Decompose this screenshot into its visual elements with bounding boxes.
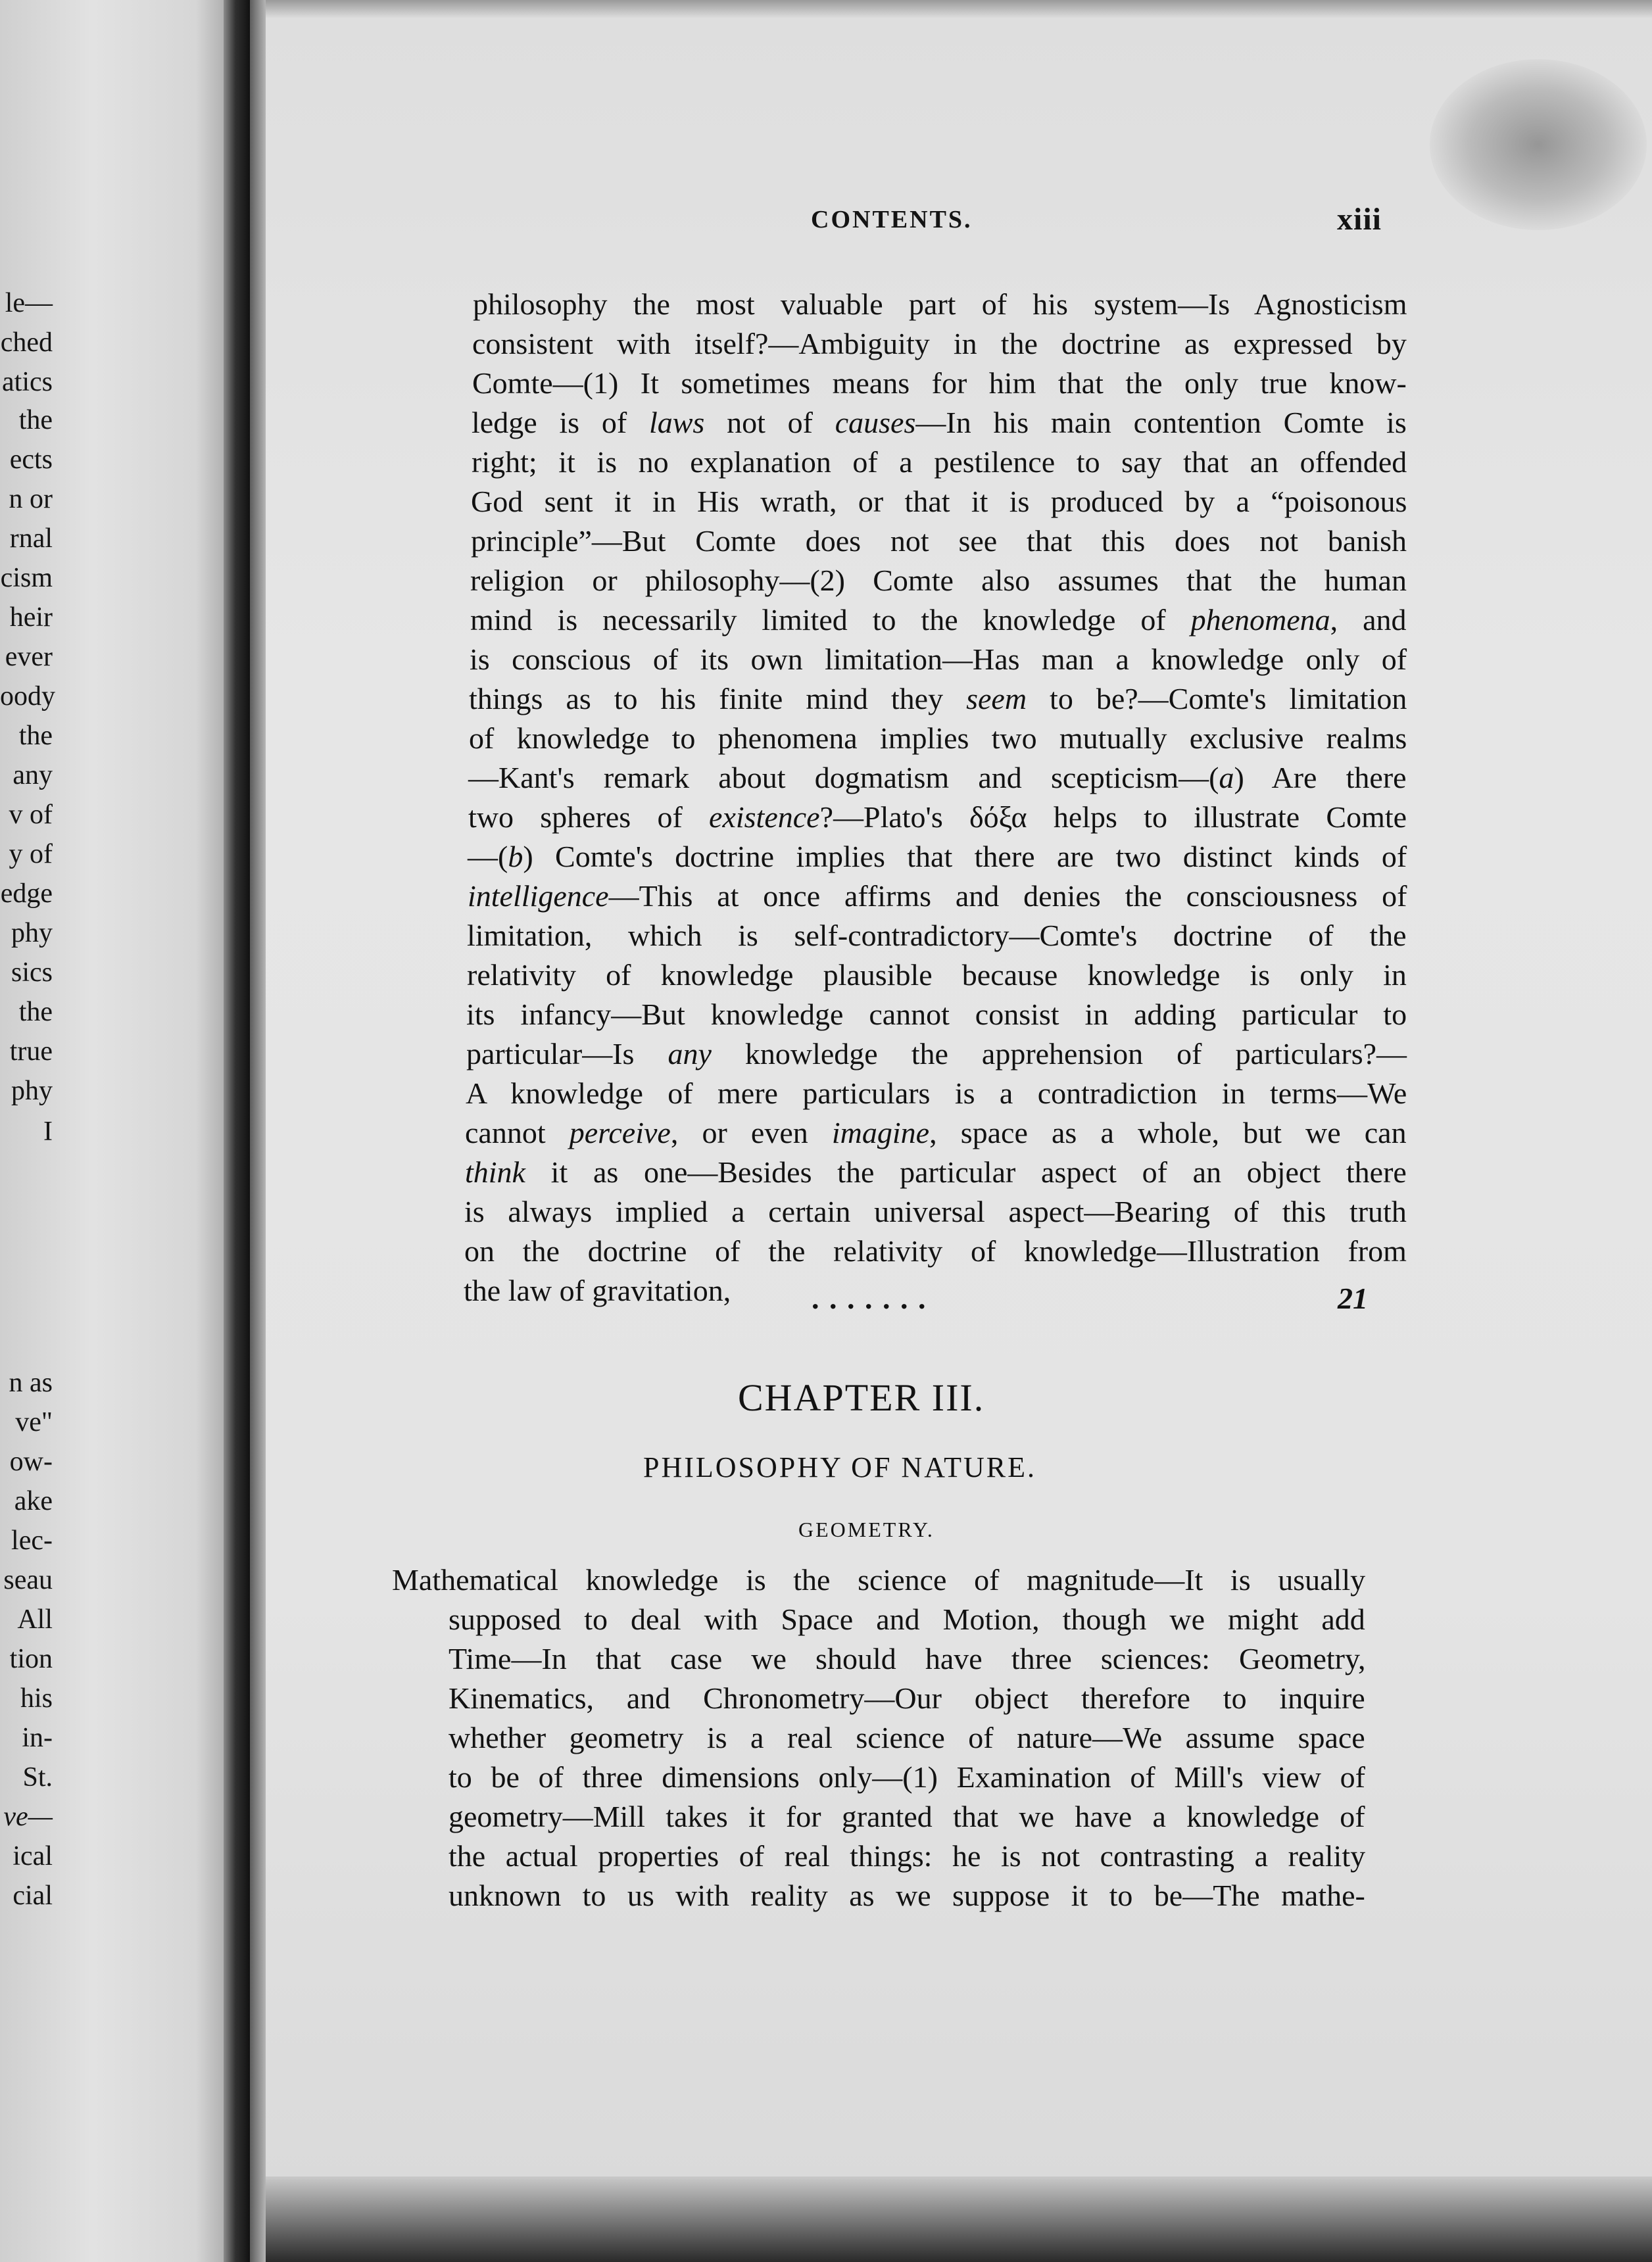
text-run: ) Are there xyxy=(1234,761,1407,794)
chapter-summary-line: supposed to deal with Space and Motion, though we might add xyxy=(449,1602,1365,1636)
italic-term: seem xyxy=(966,682,1027,715)
text-run: consistent with itself?—Ambiguity in the doctrine as expressed by xyxy=(472,327,1407,360)
left-page-line: his xyxy=(20,1683,53,1714)
left-page-line: sics xyxy=(11,957,53,988)
text-run: on the doctrine of the relativity of knowledge—Illustration from xyxy=(464,1234,1407,1268)
left-page-line: the xyxy=(18,405,53,435)
summary-line xyxy=(468,881,1407,911)
summary-line xyxy=(464,1276,731,1306)
left-page-line: lec- xyxy=(11,1526,53,1556)
chapter-summary-line: whether geometry is a real science of nature—We assume space xyxy=(449,1721,1365,1754)
book-gutter xyxy=(250,0,266,2262)
left-page-line: ects xyxy=(9,445,53,475)
italic-term: b xyxy=(508,840,523,873)
left-page-line: ched xyxy=(0,327,53,358)
summary-line xyxy=(469,684,1407,714)
text-run: ?—Plato's δόξα helps to illustrate Comte xyxy=(819,800,1407,834)
text-run: cannot xyxy=(465,1116,570,1149)
text-run: not of xyxy=(704,406,835,439)
summary-line xyxy=(470,605,1407,635)
summary-line xyxy=(470,566,1407,596)
summary-line xyxy=(470,644,1407,675)
text-run: particular—Is xyxy=(466,1037,668,1071)
chapter-summary-line: the actual properties of real things: he is not contrasting a reality xyxy=(449,1839,1366,1873)
summary-line xyxy=(469,723,1407,754)
left-page-line: ve" xyxy=(15,1407,53,1437)
left-page-line: ake xyxy=(14,1486,53,1516)
left-page-line: ical xyxy=(12,1841,53,1871)
left-page-line: any xyxy=(12,760,53,790)
text-run: , space as a whole, but we can xyxy=(929,1116,1407,1149)
left-page-line: edge xyxy=(0,878,53,909)
left-page-line: atics xyxy=(2,367,53,397)
left-page-line: tion xyxy=(9,1644,53,1674)
text-run: two spheres of xyxy=(468,800,710,834)
chapter-summary-line: Mathematical knowledge is the science of magnitude—It is usually xyxy=(392,1563,1366,1597)
page-stain xyxy=(1430,59,1647,230)
text-run: of knowledge to phenomena implies two mutually exclusive realms xyxy=(469,721,1407,755)
italic-term: imagine xyxy=(831,1116,930,1149)
left-page-line: ever xyxy=(5,642,53,672)
chapter-summary-line: unknown to us with reality as we suppose it to be—The mathe- xyxy=(449,1879,1365,1912)
italic-term: any xyxy=(668,1037,712,1071)
left-page-line: the xyxy=(18,721,53,751)
summary-line xyxy=(466,1078,1407,1109)
left-page-line: seau xyxy=(3,1565,53,1595)
left-page-line: All xyxy=(17,1604,53,1635)
page-edge-shadow xyxy=(224,0,250,2262)
summary-line xyxy=(465,1157,1407,1188)
text-run: right; it is no explanation of a pestilence to say that an offended xyxy=(472,445,1407,479)
summary-line xyxy=(472,447,1407,477)
text-run: knowledge the apprehension of particulars?— xyxy=(711,1037,1407,1071)
contents-page xyxy=(266,0,1652,2262)
left-page-line: n as xyxy=(9,1368,53,1398)
italic-term: existence xyxy=(709,800,820,834)
chapter-summary-line: Time—In that case we should have three sciences: Geometry, xyxy=(449,1642,1366,1675)
summary-line xyxy=(464,1236,1407,1266)
section-title: GEOMETRY. xyxy=(798,1518,935,1541)
text-run: ledge is of xyxy=(472,406,649,439)
left-page-line: heir xyxy=(9,602,53,633)
text-run: philosophy the most valuable part of his system—Is Agnosticism xyxy=(473,287,1407,321)
text-run: A knowledge of mere particulars is a contradiction in terms—We xyxy=(466,1076,1407,1110)
top-shadow xyxy=(266,0,1652,18)
italic-term: laws xyxy=(648,406,705,439)
leader-dots: . . . . . . . xyxy=(812,1282,927,1315)
text-run: principle”—But Comte does not see that this does not banish xyxy=(471,524,1407,558)
previous-page-fragment xyxy=(0,0,230,2262)
italic-term: think xyxy=(465,1155,525,1189)
chapter-label: CHAPTER III. xyxy=(738,1376,985,1419)
left-page-line: oody xyxy=(0,681,55,711)
left-page-line: in- xyxy=(22,1723,53,1753)
left-page-line: true xyxy=(9,1036,53,1067)
text-run: —In his main contention Comte is xyxy=(915,406,1407,439)
left-page-line: the xyxy=(18,997,53,1027)
text-run: God sent it in His wrath, or that it is produced by a “poisonous xyxy=(471,485,1407,518)
left-page-line: n or xyxy=(9,484,53,514)
text-run: relativity of knowledge plausible because knowledge is only in xyxy=(467,958,1407,992)
summary-line xyxy=(466,1039,1407,1069)
left-page-line: I xyxy=(43,1117,53,1147)
left-page-line: rnal xyxy=(9,523,53,554)
summary-line xyxy=(465,1118,1407,1148)
italic-term: perceive xyxy=(569,1116,671,1149)
summary-line xyxy=(473,289,1407,320)
left-page-line: v of xyxy=(9,800,53,830)
text-run: —Kant's remark about dogmatism and scepticism—( xyxy=(468,761,1219,794)
left-page-line: cial xyxy=(12,1881,53,1911)
summary-line xyxy=(472,368,1407,398)
chapter-summary-line: to be of three dimensions only—(1) Examination of Mill's view of xyxy=(449,1760,1365,1794)
text-run: limitation, which is self-contradictory—Comte's doctrine of the xyxy=(467,919,1407,952)
page-number: xiii xyxy=(1337,202,1382,237)
text-run: —( xyxy=(468,840,508,873)
summary-line xyxy=(467,921,1407,951)
left-page-line: le— xyxy=(5,288,53,318)
text-run: ) Comte's doctrine implies that there are two distinct kinds of xyxy=(523,840,1407,873)
text-run: , and xyxy=(1330,603,1407,637)
summary-line xyxy=(466,999,1407,1030)
text-run: the law of gravitation, xyxy=(464,1274,731,1307)
text-run: to be?—Comte's limitation xyxy=(1027,682,1407,715)
running-header: CONTENTS. xyxy=(811,206,973,233)
italic-term: causes xyxy=(835,406,916,439)
page-reference: 21 xyxy=(1338,1282,1368,1315)
summary-line xyxy=(468,763,1407,793)
text-run: is always implied a certain universal aspect—Bearing of this truth xyxy=(464,1195,1407,1228)
italic-term: intelligence xyxy=(468,879,609,913)
text-run: mind is necessarily limited to the knowledge of xyxy=(470,603,1191,637)
text-run: Comte—(1) It sometimes means for him that the only true know- xyxy=(472,366,1407,400)
left-page-line: St. xyxy=(22,1762,53,1793)
left-page-line: ve— xyxy=(3,1802,53,1832)
chapter-title: PHILOSOPHY OF NATURE. xyxy=(643,1451,1036,1483)
italic-term: a xyxy=(1219,761,1234,794)
left-page-line: phy xyxy=(11,1076,53,1106)
summary-line xyxy=(471,526,1407,556)
chapter-summary-line: geometry—Mill takes it for granted that we have a knowledge of xyxy=(449,1800,1365,1833)
summary-line xyxy=(468,842,1407,872)
text-run: —This at once affirms and denies the consciousness of xyxy=(608,879,1407,913)
text-run: it as one—Besides the particular aspect of an object there xyxy=(525,1155,1407,1189)
summary-line xyxy=(472,329,1407,359)
text-run: is conscious of its own limitation—Has man a knowledge only of xyxy=(470,642,1407,676)
left-page-line: phy xyxy=(11,918,53,948)
bottom-page-edge xyxy=(266,2177,1652,2262)
left-page-line: y of xyxy=(9,839,53,869)
italic-term: phenomena xyxy=(1190,603,1330,637)
summary-line xyxy=(472,408,1407,438)
summary-line xyxy=(468,802,1407,832)
chapter-summary-line: Kinematics, and Chronometry—Our object therefore to inquire xyxy=(449,1681,1365,1715)
left-page-line: cism xyxy=(0,563,53,593)
text-run: things as to his finite mind they xyxy=(469,682,967,715)
summary-line xyxy=(471,487,1407,517)
summary-line xyxy=(464,1197,1407,1227)
text-run: religion or philosophy—(2) Comte also assumes that the human xyxy=(470,564,1407,597)
text-run: its infancy—But knowledge cannot consist in adding particular to xyxy=(466,998,1407,1031)
summary-line xyxy=(467,960,1407,990)
left-page-line: ow- xyxy=(9,1447,53,1477)
text-run: , or even xyxy=(670,1116,832,1149)
